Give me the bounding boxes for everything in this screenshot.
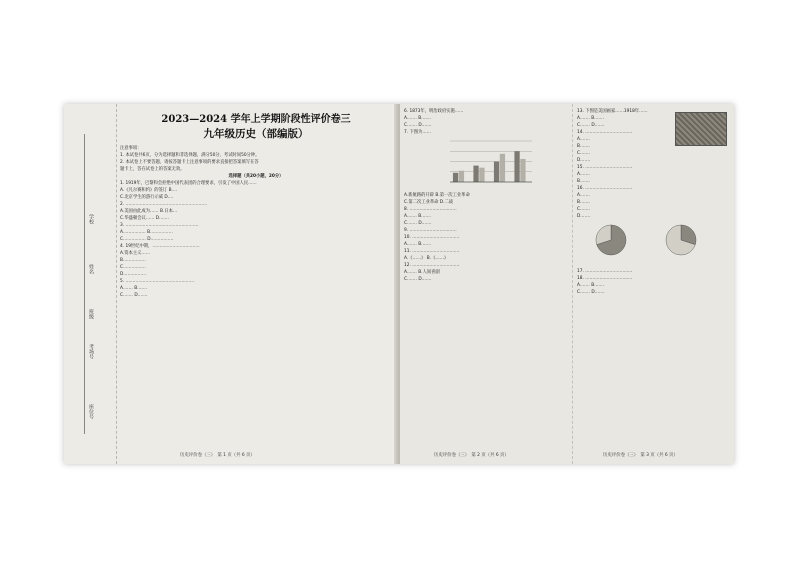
question-line: A.《……》 B.《……》 bbox=[404, 256, 449, 261]
margin-label-name: 姓名 bbox=[88, 264, 94, 274]
question-line: A.…… bbox=[577, 137, 590, 142]
pie-charts-figure bbox=[577, 222, 734, 266]
question-line: C.…………… bbox=[120, 265, 146, 270]
question-line: B.…… bbox=[577, 200, 590, 205]
question-line: 8. …………………………… bbox=[404, 207, 457, 212]
left-page-footer: 历史评价卷（三） 第 1 页（共 6 页） bbox=[180, 453, 255, 458]
exam-sheet-left bbox=[64, 104, 398, 464]
question-line: C.…… D.…… bbox=[404, 277, 432, 282]
exam-paper-photo bbox=[64, 104, 734, 464]
question-line: 题卡上，答在试卷上的答案无效。 bbox=[120, 167, 185, 172]
question-line: 11. …………………………… bbox=[404, 249, 460, 254]
question-line: 注意事项： bbox=[120, 146, 142, 151]
question-line: C.北京学生的游行示威 D.… bbox=[120, 195, 174, 200]
mid-question-text-a bbox=[404, 108, 564, 136]
question-line: A.…… B.…… bbox=[404, 214, 432, 219]
question-line: 2. ………………………………………………… bbox=[120, 202, 208, 207]
question-line: 17. …………………………… bbox=[577, 269, 633, 274]
question-line: A.新航路的开辟 B.第一次工业革命 bbox=[404, 193, 470, 198]
question-line: 13. 下图是美国画家……1918年…… bbox=[577, 109, 648, 114]
question-line: C.…… D.…… bbox=[577, 290, 605, 295]
mid-question-text-b bbox=[404, 192, 564, 283]
right-column bbox=[572, 104, 734, 464]
question-line: C.…… D.…… bbox=[404, 123, 432, 128]
question-line: A.美国由此成为…… B.日本… bbox=[120, 209, 178, 214]
left-question-text bbox=[120, 145, 392, 299]
question-line: A.…………… B.…………… bbox=[120, 230, 173, 235]
question-line: 18. …………………………… bbox=[577, 276, 633, 281]
question-line: C.…… D.…… bbox=[120, 293, 148, 298]
historical-photo bbox=[675, 112, 727, 146]
exam-sheet-right bbox=[400, 104, 734, 464]
question-line: 15. …………………………… bbox=[577, 165, 633, 170]
question-line: 2. 本试卷上不要答题，请按答题卡上注意事项的要求直接把答案填写在答 bbox=[120, 160, 259, 165]
question-line: A.…… B.人间喜剧 bbox=[404, 270, 440, 275]
bar bbox=[520, 159, 525, 182]
question-line: 3. …………………………………………… bbox=[120, 223, 199, 228]
question-line: D.…………… bbox=[120, 272, 147, 277]
question-line: A.资本主义…… bbox=[120, 251, 151, 256]
question-line: A.…… B.…… bbox=[577, 283, 605, 288]
right-question-text-b bbox=[577, 268, 734, 296]
question-line: C.…… bbox=[577, 151, 590, 156]
pie-charts bbox=[577, 222, 727, 266]
right-page-footer: 历史评价卷（三） 第 3 页（共 6 页） bbox=[603, 453, 678, 458]
margin-label-seat: 座位号 bbox=[88, 404, 94, 419]
question-line: D.…… bbox=[577, 214, 591, 219]
question-line: 12. …………………………… bbox=[404, 263, 460, 268]
left-column bbox=[120, 104, 392, 464]
bar-chart bbox=[440, 138, 536, 190]
question-line: C.第二次工业革命 D.二战 bbox=[404, 200, 454, 205]
mid-page-footer: 历史评价卷（三） 第 2 页（共 6 页） bbox=[434, 453, 509, 458]
question-line: B.…… bbox=[577, 144, 590, 149]
margin-line bbox=[84, 134, 85, 434]
margin-label-class: 班级 bbox=[88, 309, 94, 319]
question-line: C.华盛顿会议…… D.…… bbox=[120, 216, 170, 221]
question-line: C.…… D.…… bbox=[577, 123, 605, 128]
bar bbox=[453, 173, 458, 182]
question-line: A.…… bbox=[577, 193, 590, 198]
question-line: A.…… B.…… bbox=[577, 116, 605, 121]
question-line: C.…………… D.…………… bbox=[120, 237, 174, 242]
question-line: C.…… D.…… bbox=[404, 221, 432, 226]
middle-column bbox=[404, 104, 564, 464]
question-line: 9. …………………………… bbox=[404, 228, 457, 233]
question-line: 5. ………………………………………… bbox=[120, 279, 195, 284]
exam-title: 2023—2024 学年上学期阶段性评价卷三 bbox=[161, 114, 351, 125]
bar bbox=[473, 166, 478, 182]
question-line: 4. 19世纪中期，…………………………… bbox=[120, 244, 200, 249]
question-line: 选择题（共20小题，20分） bbox=[228, 174, 284, 179]
bar bbox=[514, 151, 519, 182]
question-line: B.…………… bbox=[120, 258, 146, 263]
bar bbox=[479, 168, 484, 182]
question-line: 16. …………………………… bbox=[577, 186, 633, 191]
question-line: 6. 1873年，明治政府实施…… bbox=[404, 109, 464, 114]
question-line: 1. 本试卷共6页，分为选择题和非选择题，满分50分，考试时间50分钟。 bbox=[120, 153, 260, 158]
question-line: A.《凡尔赛和约》的签订 B.… bbox=[120, 188, 178, 193]
margin-label-room: 考场号 bbox=[88, 344, 94, 359]
margin-label-school: 学校 bbox=[88, 214, 94, 224]
question-line: B.…… bbox=[577, 179, 590, 184]
question-line: C.…… bbox=[577, 207, 590, 212]
question-line: 10. …………………………… bbox=[404, 235, 460, 240]
question-line: A.…… B.…… bbox=[404, 242, 432, 247]
question-line: A.…… B.…… bbox=[120, 286, 148, 291]
question-line: A.…… B.…… bbox=[404, 116, 432, 121]
binding-margin bbox=[64, 104, 117, 464]
exam-subtitle: 九年级历史（部编版） bbox=[203, 128, 309, 140]
question-line: 14. …………………………… bbox=[577, 130, 633, 135]
bar bbox=[494, 162, 499, 183]
question-line: 7. 下图为…… bbox=[404, 130, 431, 135]
bar-chart-figure bbox=[440, 138, 536, 190]
bar bbox=[500, 154, 505, 182]
question-line: D.…… bbox=[577, 158, 591, 163]
question-line: 1. 1919年，巴黎和会拒绝中国代表团的合理要求，引发了中国人民…… bbox=[120, 181, 257, 186]
question-line: A.…… bbox=[577, 172, 590, 177]
bar bbox=[459, 171, 464, 182]
